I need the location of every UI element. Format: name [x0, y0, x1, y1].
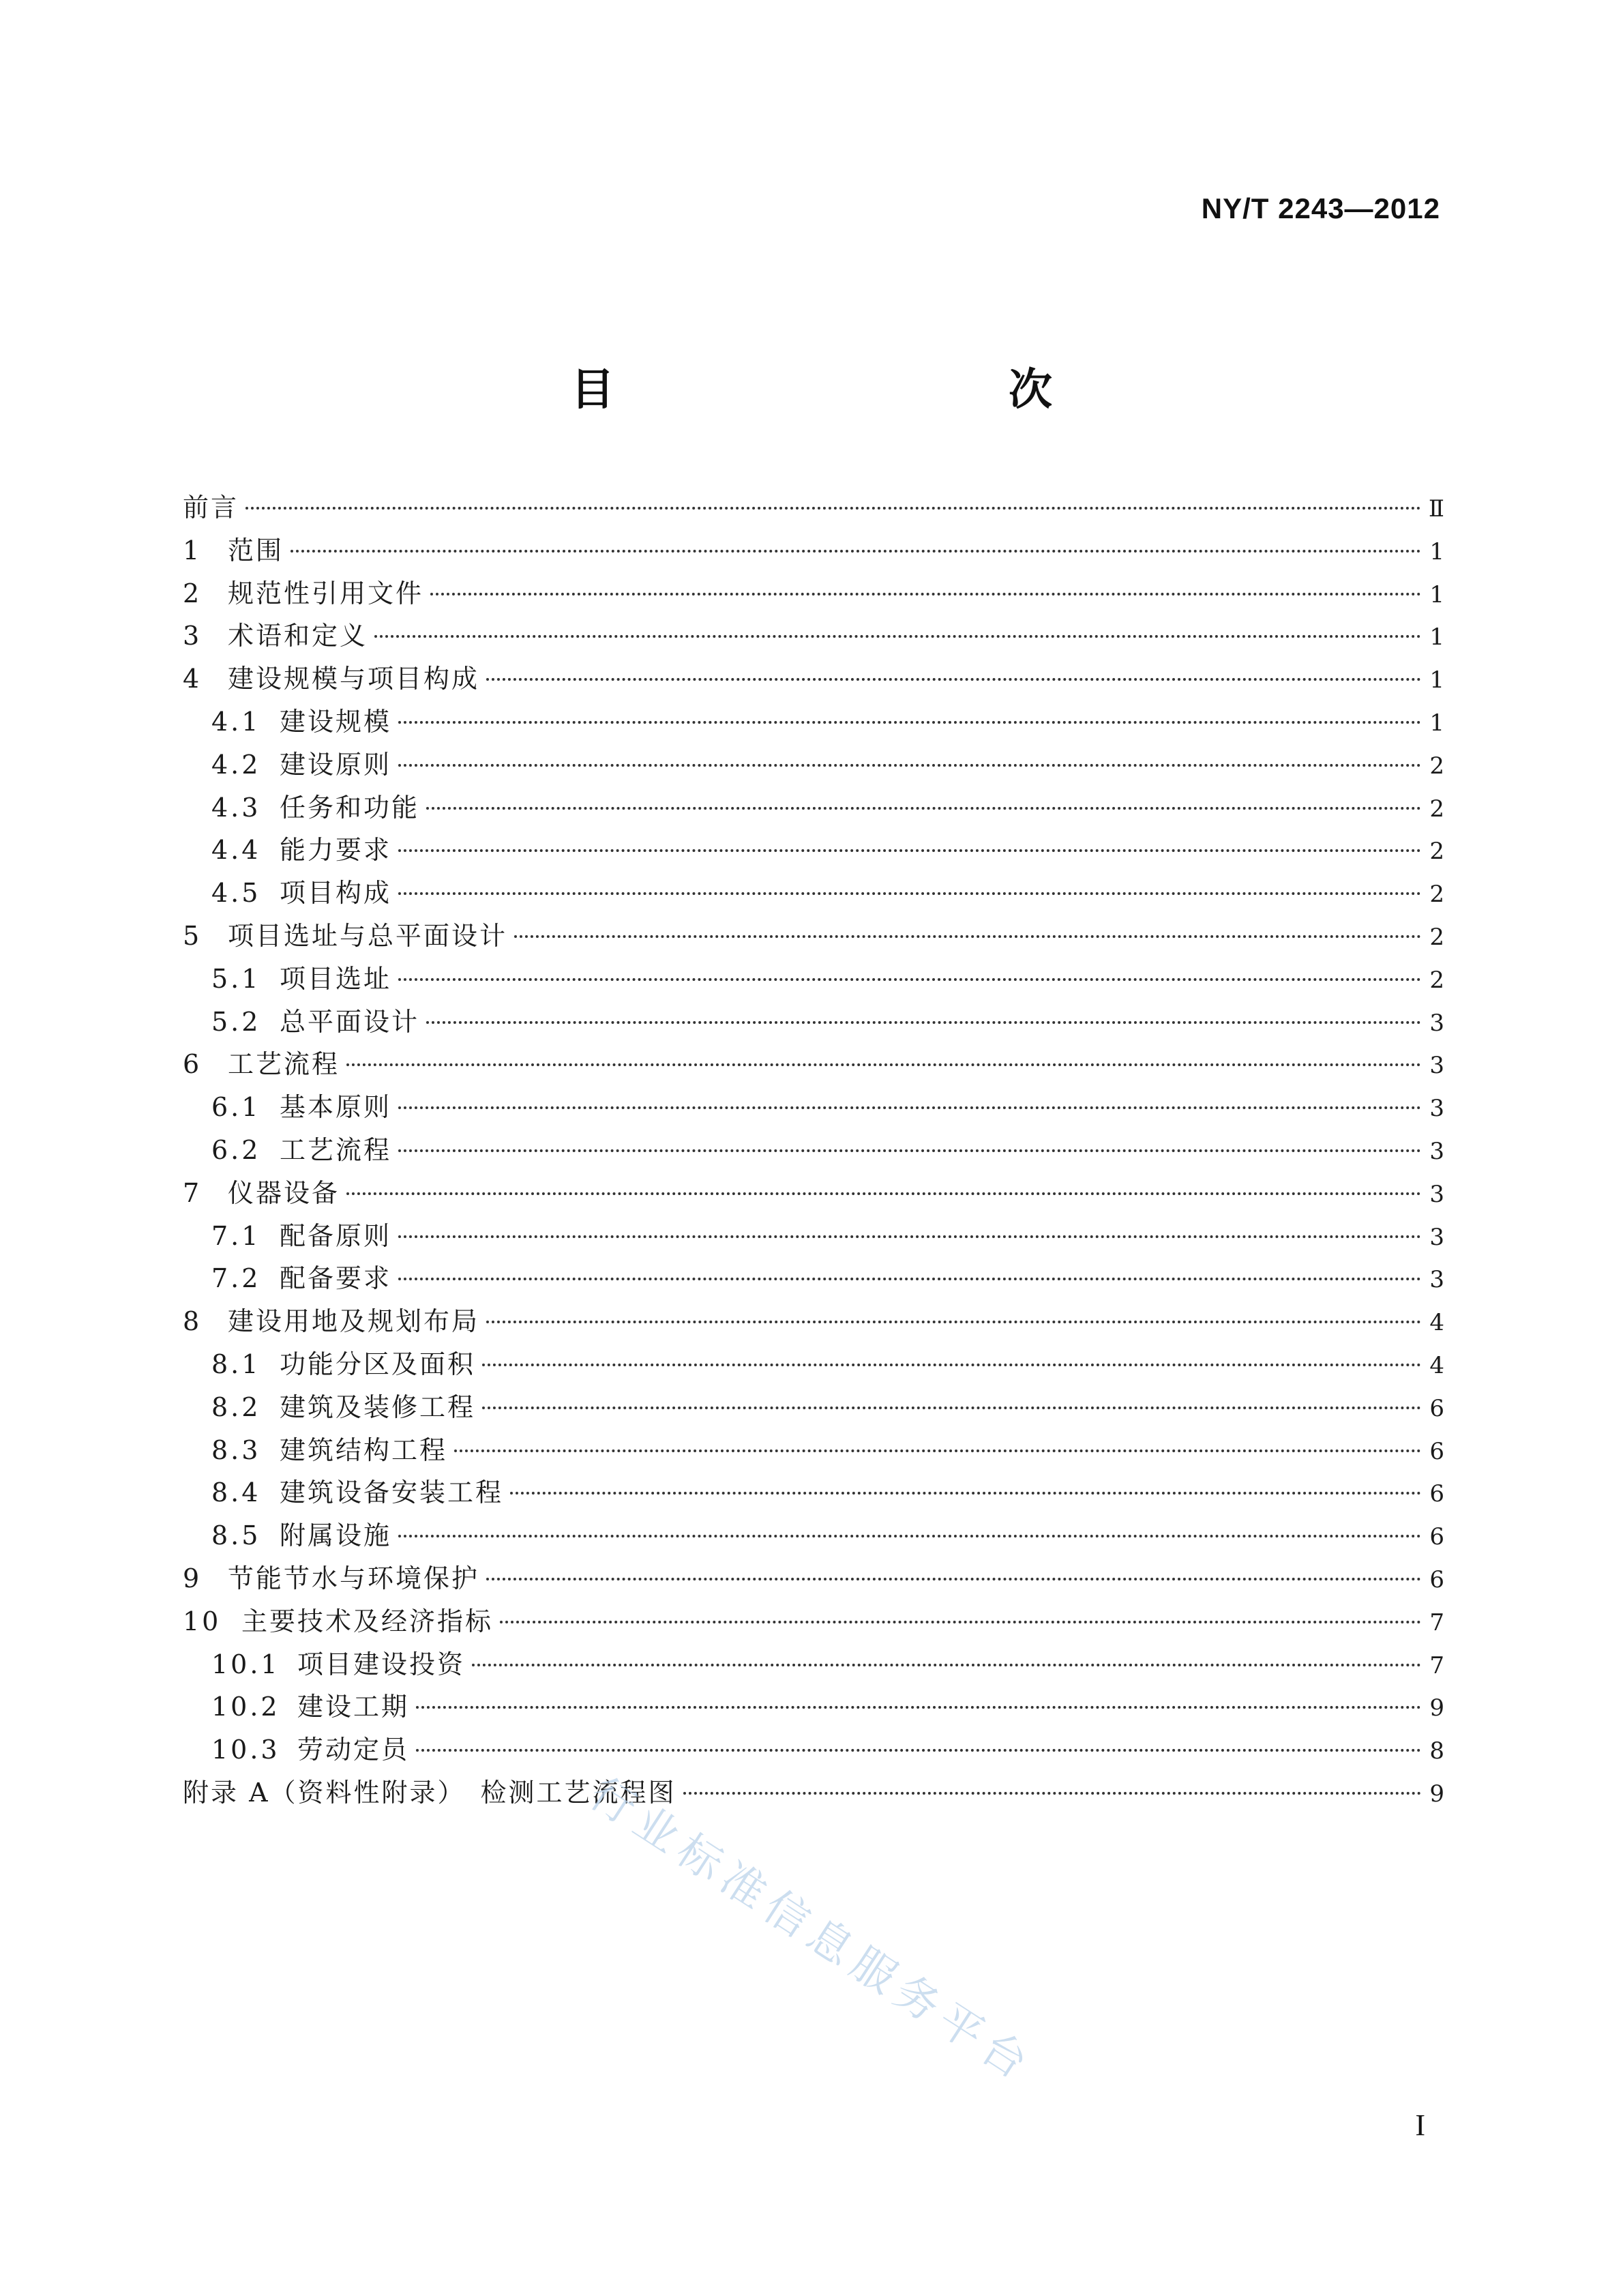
toc-entry-page: 8 — [1429, 1737, 1444, 1765]
toc-subentry[interactable] — [183, 744, 1444, 786]
toc-entry-number: 7 — [183, 1177, 203, 1208]
toc-entry-number: 5 — [183, 920, 203, 951]
toc-leader-dots — [486, 1321, 1421, 1323]
toc-entry[interactable] — [183, 615, 1444, 658]
toc-leader-dots — [426, 807, 1421, 810]
table-of-contents — [183, 486, 1444, 1814]
toc-leader-dots — [683, 1792, 1421, 1795]
toc-leader-dots — [416, 1706, 1421, 1709]
toc-entry-appendix[interactable] — [183, 1771, 1444, 1814]
toc-entry-page: 3 — [1429, 1180, 1444, 1208]
toc-entry-label: 项目选址 — [280, 963, 392, 994]
toc-entry-number: 7.2 — [211, 1263, 261, 1294]
toc-entry-number: 8.2 — [211, 1392, 261, 1422]
toc-entry-number: 8.3 — [211, 1434, 261, 1465]
toc-entry-number: 6.2 — [211, 1134, 261, 1165]
toc-leader-dots — [398, 721, 1421, 724]
toc-entry-number: 4.3 — [211, 792, 261, 823]
toc-entry[interactable] — [183, 1557, 1444, 1600]
toc-leader-dots — [398, 1535, 1421, 1537]
toc-subentry[interactable] — [183, 1343, 1444, 1386]
toc-entry-page: 7 — [1429, 1651, 1444, 1679]
toc-leader-dots — [482, 1407, 1421, 1409]
toc-entry-number: 6.1 — [211, 1092, 261, 1123]
toc-entry-number: 5.1 — [211, 963, 261, 994]
toc-entry-label: 建设规模与项目构成 — [228, 664, 480, 694]
toc-entry-number: 4.2 — [211, 749, 261, 780]
toc-entry[interactable] — [183, 915, 1444, 958]
toc-entry-label: 劳动定员 — [297, 1735, 410, 1765]
toc-subentry[interactable] — [183, 1129, 1444, 1172]
toc-entry-page: 2 — [1429, 838, 1444, 866]
toc-leader-dots — [472, 1664, 1421, 1666]
toc-entry-number: 9 — [183, 1563, 203, 1593]
toc-entry-label: 主要技术及经济指标 — [241, 1606, 494, 1636]
toc-entry[interactable] — [183, 1172, 1444, 1215]
toc-leader-dots — [486, 678, 1421, 681]
toc-subentry[interactable] — [183, 829, 1444, 872]
toc-entry-number: 8.5 — [211, 1520, 261, 1551]
toc-entry-page: 2 — [1429, 923, 1444, 951]
toc-entry[interactable] — [183, 572, 1444, 615]
toc-entry-number: 10.1 — [211, 1649, 280, 1679]
toc-entry-number: 4 — [183, 664, 203, 694]
page-title: 目 次 — [571, 365, 1155, 415]
toc-entry-page: 3 — [1429, 1095, 1444, 1123]
toc-subentry[interactable] — [183, 1386, 1444, 1429]
toc-leader-dots — [374, 635, 1421, 638]
toc-entry-number: 8.1 — [211, 1349, 261, 1379]
toc-leader-dots — [398, 1149, 1421, 1152]
toc-entry-page: 6 — [1429, 1523, 1444, 1551]
toc-entry[interactable] — [183, 1300, 1444, 1343]
toc-entry-label: 建设规模 — [280, 706, 392, 737]
toc-leader-dots — [398, 1278, 1421, 1280]
toc-leader-dots — [430, 593, 1421, 595]
toc-entry[interactable] — [183, 658, 1444, 701]
toc-entry-label: 任务和功能 — [280, 792, 420, 823]
toc-entry-page: 6 — [1429, 1437, 1444, 1465]
toc-leader-dots — [346, 1192, 1421, 1195]
toc-entry-page: 6 — [1429, 1565, 1444, 1593]
toc-entry-number: 8 — [183, 1306, 203, 1337]
toc-leader-dots — [514, 935, 1421, 938]
toc-entry-page: 3 — [1429, 1009, 1444, 1037]
toc-entry-label: 建设原则 — [280, 749, 392, 780]
toc-leader-dots — [346, 1063, 1421, 1066]
toc-entry-page: 7 — [1429, 1608, 1444, 1636]
toc-entry-label: 总平面设计 — [280, 1006, 420, 1037]
toc-entry-label: 配备原则 — [280, 1220, 392, 1251]
toc-leader-dots — [454, 1449, 1421, 1452]
toc-entry-page: 6 — [1429, 1480, 1444, 1508]
toc-entry-number: 5.2 — [211, 1006, 261, 1037]
toc-entry-label: 前言 — [183, 492, 239, 523]
toc-leader-dots — [398, 1106, 1421, 1109]
toc-entry-label: 范围 — [228, 535, 284, 565]
toc-leader-dots — [291, 550, 1421, 553]
toc-entry-label: 项目构成 — [280, 878, 392, 909]
toc-leader-dots — [398, 1235, 1421, 1238]
toc-entry-page: 6 — [1429, 1394, 1444, 1422]
toc-entry-page: 3 — [1429, 1223, 1444, 1251]
toc-entry-page: 2 — [1429, 966, 1444, 994]
toc-entry-label: 建筑及装修工程 — [280, 1392, 476, 1422]
toc-leader-dots — [482, 1364, 1421, 1366]
toc-entry[interactable] — [183, 1043, 1444, 1086]
toc-subentry[interactable] — [183, 872, 1444, 915]
toc-leader-dots — [398, 978, 1421, 981]
toc-entry-label: 建筑设备安装工程 — [280, 1477, 504, 1508]
toc-entry-page: 4 — [1429, 1351, 1444, 1379]
toc-leader-dots — [416, 1749, 1421, 1752]
toc-entry-label: 工艺流程 — [228, 1049, 340, 1080]
toc-entry-number: 2 — [183, 578, 203, 608]
toc-subentry[interactable] — [183, 786, 1444, 829]
toc-leader-dots — [398, 849, 1421, 852]
toc-entry-page: 3 — [1429, 1266, 1444, 1294]
toc-entry-label: 仪器设备 — [228, 1177, 340, 1208]
toc-entry-page: 9 — [1429, 1694, 1444, 1722]
toc-entry-label: 能力要求 — [280, 835, 392, 866]
toc-entry-number: 10.2 — [211, 1692, 280, 1722]
toc-entry-page: 1 — [1429, 709, 1444, 737]
toc-entry-number: 10.3 — [211, 1735, 280, 1765]
toc-entry-page: 3 — [1429, 1137, 1444, 1165]
standard-code: NY/T 2243—2012 — [1201, 192, 1440, 224]
toc-subentry[interactable] — [183, 1429, 1444, 1472]
toc-entry-label: 附录 A（资料性附录） 检测工艺流程图 — [183, 1777, 676, 1808]
toc-entry-page: 2 — [1429, 881, 1444, 909]
toc-entry-number: 6 — [183, 1049, 203, 1080]
toc-entry-label: 建设工期 — [297, 1692, 410, 1722]
toc-entry-foreword[interactable] — [183, 486, 1444, 529]
toc-entry-label: 功能分区及面积 — [280, 1349, 476, 1379]
toc-subentry[interactable] — [183, 1001, 1444, 1044]
toc-entry-page: 3 — [1429, 1052, 1444, 1080]
toc-entry-label: 基本原则 — [280, 1092, 392, 1123]
toc-subentry[interactable] — [183, 1471, 1444, 1514]
toc-entry-number: 4.1 — [211, 706, 261, 737]
toc-entry-label: 工艺流程 — [280, 1134, 392, 1165]
toc-entry-number: 4.5 — [211, 878, 261, 909]
page-number: I — [1415, 2108, 1425, 2142]
toc-subentry[interactable] — [183, 1257, 1444, 1300]
toc-entry-label: 项目建设投资 — [297, 1649, 466, 1679]
toc-entry-label: 规范性引用文件 — [228, 578, 424, 608]
toc-entry-number: 3 — [183, 621, 203, 651]
toc-entry-page: 1 — [1429, 666, 1444, 694]
toc-entry-label: 项目选址与总平面设计 — [228, 920, 508, 951]
toc-entry-number: 4.4 — [211, 835, 261, 866]
toc-leader-dots — [398, 764, 1421, 767]
toc-entry-page: 1 — [1429, 623, 1444, 651]
toc-entry-page: 1 — [1429, 538, 1444, 565]
toc-entry-label: 建设用地及规划布局 — [228, 1306, 480, 1337]
toc-entry-page: 4 — [1429, 1309, 1444, 1337]
toc-leader-dots — [426, 1021, 1421, 1024]
toc-entry-number: 1 — [183, 535, 203, 565]
toc-entry-label: 节能节水与环境保护 — [228, 1563, 480, 1593]
toc-entry-label: 建筑结构工程 — [280, 1434, 448, 1465]
toc-entry-page: 2 — [1429, 752, 1444, 780]
toc-entry-page: 1 — [1429, 580, 1444, 608]
toc-entry-label: 附属设施 — [280, 1520, 392, 1551]
toc-entry-page: 9 — [1429, 1780, 1444, 1808]
toc-entry[interactable] — [183, 529, 1444, 572]
toc-leader-dots — [486, 1578, 1421, 1580]
toc-subentry[interactable] — [183, 1086, 1444, 1129]
toc-subentry[interactable] — [183, 1686, 1444, 1728]
toc-entry-label: 术语和定义 — [228, 621, 368, 651]
toc-leader-dots — [500, 1621, 1421, 1623]
toc-subentry[interactable] — [183, 701, 1444, 744]
toc-subentry[interactable] — [183, 958, 1444, 1001]
toc-subentry[interactable] — [183, 1215, 1444, 1258]
toc-entry[interactable] — [183, 1600, 1444, 1643]
toc-leader-dots — [510, 1492, 1421, 1495]
toc-leader-dots — [245, 507, 1421, 510]
toc-entry-page: 2 — [1429, 795, 1444, 823]
toc-subentry[interactable] — [183, 1643, 1444, 1686]
toc-entry-page: Ⅱ — [1428, 495, 1444, 523]
watermark-text: 行业标准信息服务平台 — [580, 1768, 1043, 2093]
toc-entry-number: 8.4 — [211, 1477, 261, 1508]
toc-entry-number: 7.1 — [211, 1220, 261, 1251]
toc-subentry[interactable] — [183, 1514, 1444, 1557]
toc-leader-dots — [398, 892, 1421, 895]
toc-subentry[interactable] — [183, 1728, 1444, 1771]
toc-entry-label: 配备要求 — [280, 1263, 392, 1294]
toc-entry-number: 10 — [183, 1606, 222, 1636]
